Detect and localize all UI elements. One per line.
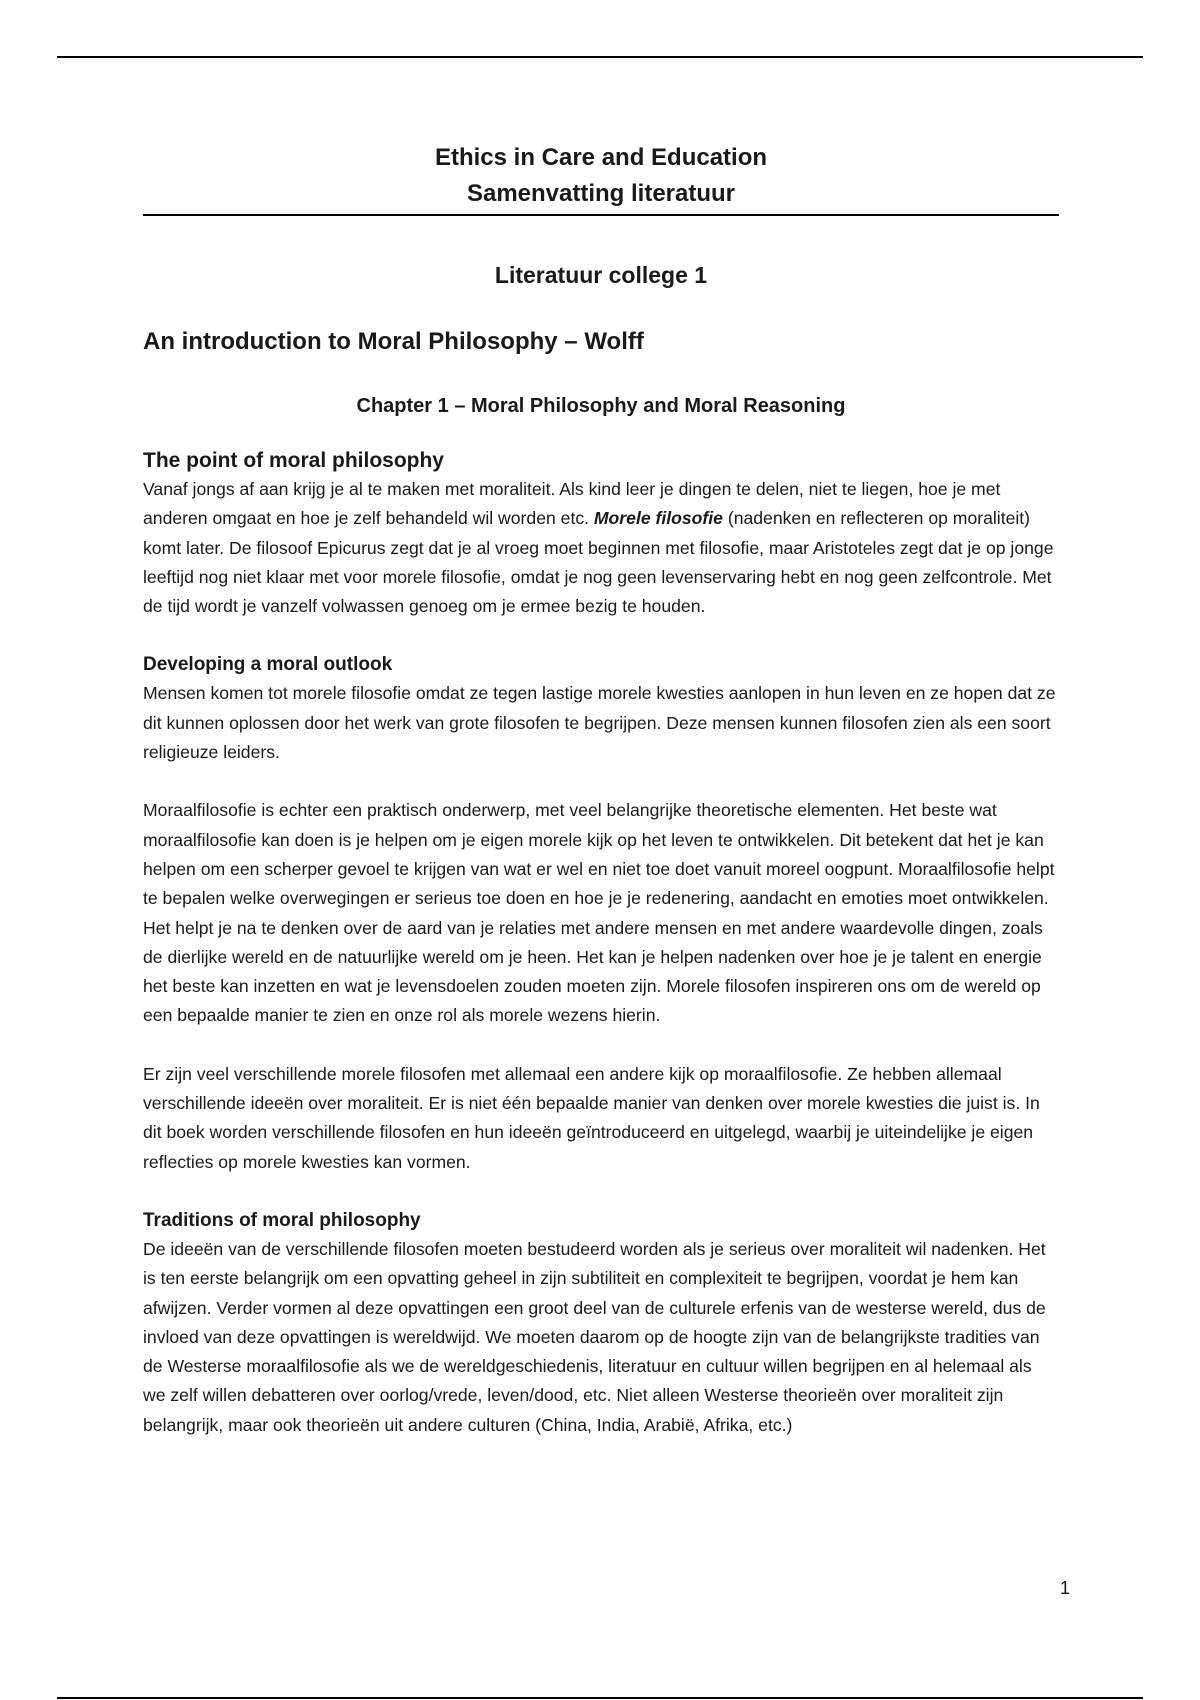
book-heading: An introduction to Moral Philosophy – Wolff [143,328,644,355]
paragraph-outlook-1: Mensen komen tot morele filosofie omdat ze tegen lastige morele kwesties aanlopen in hun leven en ze hopen dat ze dit kunnen oplossen door het werk van grote filosofen te begrijpen. Deze mensen kunnen filosofen zien als een soort religieuze leiders. [143,683,1056,763]
paragraph-outlook-3: Er zijn veel verschillende morele filosofen met allemaal een andere kijk op moraalfilosofie. Ze hebben allemaal verschillende ideeën over moraliteit. Er is niet één bepaalde manier van denken over morele kwesties die juist is. In dit boek worden verschillende filosofen en hun ideeën geïntroduceerd en uitgelegd, waarbij je uiteindelijke je eigen reflecties op morele kwesties kan vormen. [143,1063,1040,1172]
paragraph-point [143,475,1059,621]
paragraph-point-start: Vanaf jongs af aan krijg je al te maken met moraliteit. Als kind leer je dingen te delen, niet te liegen, hoe je met anderen omgaat en hoe je zelf behandeld wil worden etc. [143,479,1001,529]
page-number: 1 [1059,1578,1070,1598]
section-heading-outlook: Developing a moral outlook [143,654,393,676]
college-heading: Literatuur college 1 [494,262,708,288]
document-subtitle: Samenvatting literatuur [466,180,736,207]
document-page [143,140,1059,1440]
section-heading-traditions: Traditions of moral philosophy [143,1209,421,1231]
paragraph-traditions: De ideeën van de verschillende filosofen moeten bestudeerd worden als je serieus over moraliteit wil nadenken. Het is ten eerste belangrijk om een opvatting geheel in zijn subtiliteit en complexiteit te begrijpen, voordat je hem kan afwijzen. Verder vormen al deze opvattingen een groot deel van de culturele erfenis van de westerse wereld, dus de invloed van deze opvattingen is wereldwijd. We moeten daarom op de hoogte zijn van de belangrijkste tradities van de Westerse moraalfilosofie als we de wereldgeschiedenis, literatuur en cultuur willen begrijpen en al helemaal als we zelf willen debatteren over oorlog/vrede, leven/dood, etc. Niet alleen Westerse theorieën over moraliteit zijn belangrijk, maar ook theorieën uit andere culturen (China, India, Arabië, Afrika, etc.) [143,1238,1046,1435]
bottom-page-rule [57,1697,1143,1699]
chapter-heading: Chapter 1 – Moral Philosophy and Moral Reasoning [356,395,846,417]
paragraph-point-end: (nadenken en reflecteren op moraliteit) komt later. De filosoof Epicurus zegt dat je al vroeg moet beginnen met filosofie, maar Aristoteles zegt dat je op jonge leeftijd nog niet klaar met voor morele filosofie, omdat je nog geen levenservaring hebt en nog geen zelfcontrole. Met de tijd wordt je vanzelf volwassen genoeg om je ermee bezig te houden. [143,508,1054,617]
paragraph-outlook-2: Moraalfilosofie is echter een praktisch onderwerp, met veel belangrijke theoretische elementen. Het beste wat moraalfilosofie kan doen is je helpen om je eigen morele kijk op het leven te ontwikkelen. Dit betekent dat het je kan helpen om een scherper gevoel te krijgen van wat er wel en niet toe doet vanuit moreel oogpunt. Moraalfilosofie helpt te bepalen welke overwegingen er serieus toe doen en hoe je je redenering, aandacht en emoties moet ontwikkelen. Het helpt je na te denken over de aard van je relaties met andere mensen en met andere waardevolle dingen, zoals de dierlijke wereld en de natuurlijke wereld om je heen. Het kan je helpen nadenken over hoe je je talent en energie het beste kan inzetten en wat je levensdoelen zouden moeten zijn. Morele filosofen inspireren ons om de wereld op een bepaalde manier te zien en onze rol als morele wezens hierin. [143,800,1055,1026]
section-heading-point: The point of moral philosophy [143,449,444,472]
document-title: Ethics in Care and Education [434,144,768,171]
top-page-rule [57,56,1143,58]
document-title-block [143,140,1059,216]
emphasis-term: Morele filosofie [593,508,723,529]
